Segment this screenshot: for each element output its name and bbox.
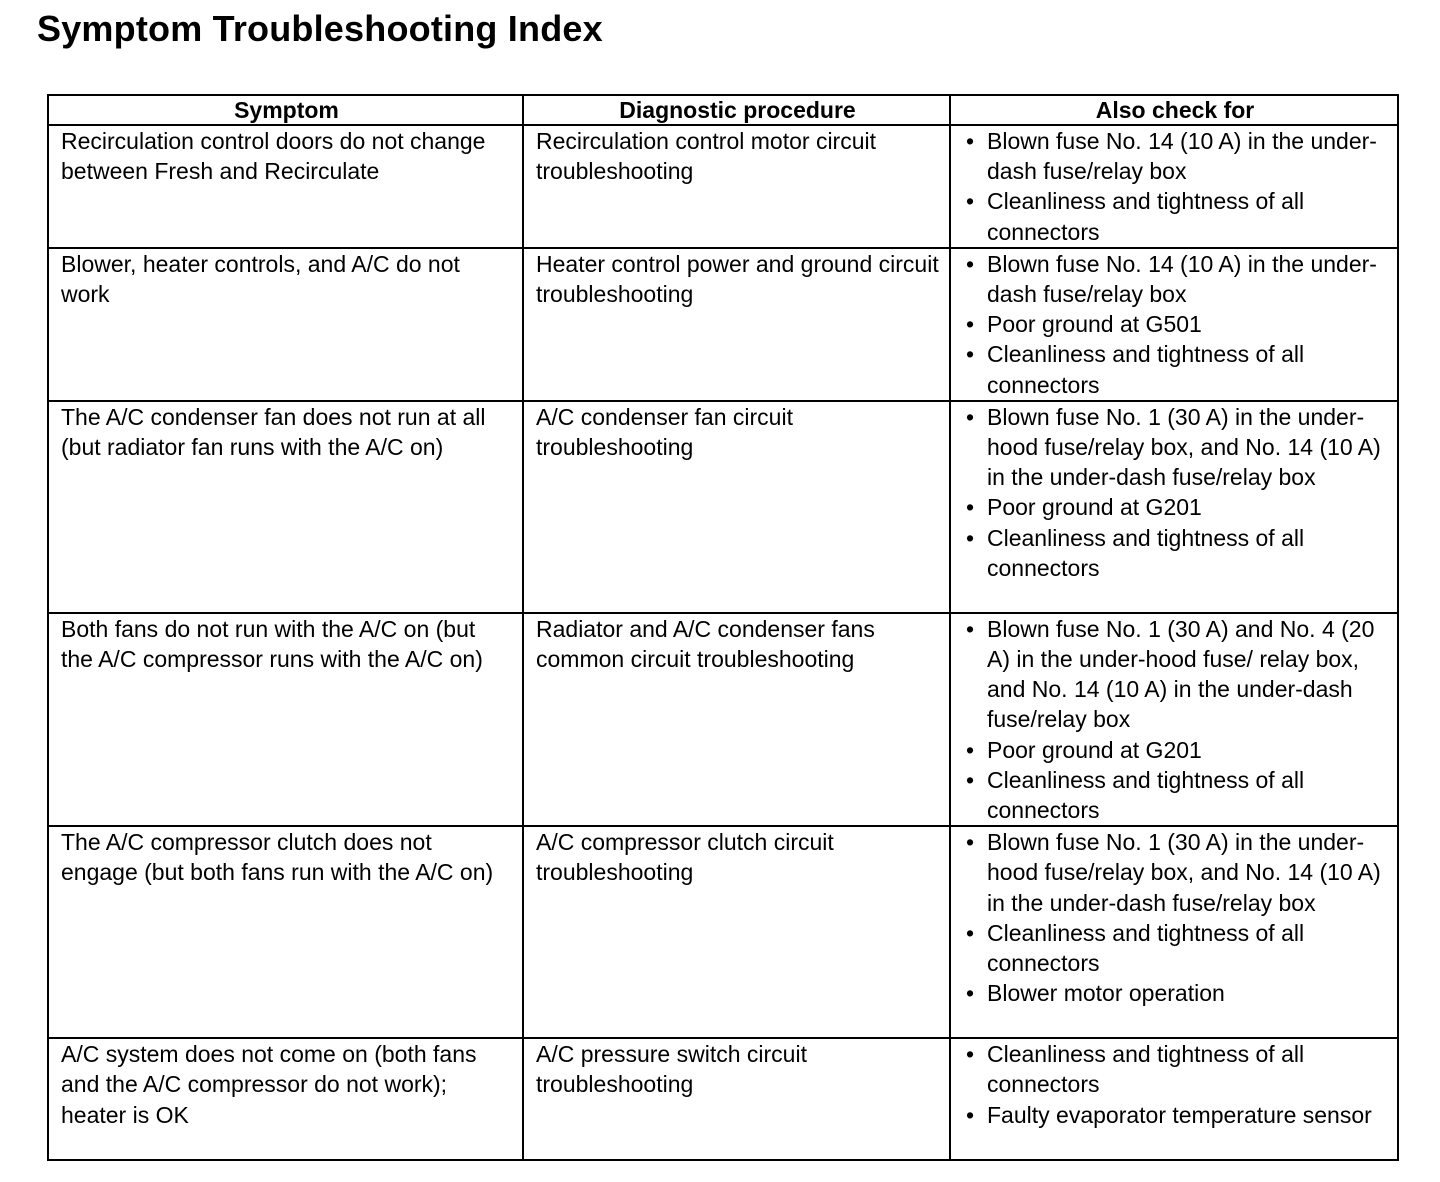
check-item: • Blower motor operation (963, 978, 1387, 1008)
checks-list (963, 1039, 1387, 1130)
column-header-checks: Also check for (950, 95, 1398, 125)
column-header-procedure: Diagnostic procedure (523, 95, 950, 125)
procedure-cell: Recirculation control motor circuit troubleshooting (523, 125, 950, 248)
checks-cell (950, 1038, 1398, 1160)
column-header-symptom: Symptom (48, 95, 523, 125)
check-item: • Blown fuse No. 1 (30 A) in the under-hood fuse/relay box, and No. 14 (10 A) in the under-dash fuse/relay box (963, 402, 1387, 493)
check-item: • Cleanliness and tightness of all connectors (963, 339, 1387, 399)
checks-cell (950, 125, 1398, 248)
check-item: • Blown fuse No. 1 (30 A) and No. 4 (20 A) in the under-hood fuse/ relay box, and No. 14 (10 A) in the under-dash fuse/relay box (963, 614, 1387, 735)
symptom-cell: The A/C condenser fan does not run at all (but radiator fan runs with the A/C on) (48, 401, 523, 613)
symptom-cell: The A/C compressor clutch does not engage (but both fans run with the A/C on) (48, 826, 523, 1038)
symptom-table (47, 94, 1399, 1161)
procedure-cell: A/C pressure switch circuit troubleshooting (523, 1038, 950, 1160)
table-row (48, 1038, 1398, 1160)
symptom-cell: A/C system does not come on (both fans and the A/C compressor do not work); heater is OK (48, 1038, 523, 1160)
symptom-cell: Blower, heater controls, and A/C do not work (48, 248, 523, 401)
checks-cell (950, 613, 1398, 826)
check-item: • Blown fuse No. 1 (30 A) in the under-hood fuse/relay box, and No. 14 (10 A) in the under-dash fuse/relay box (963, 827, 1387, 918)
page-title: Symptom Troubleshooting Index (37, 8, 603, 49)
table-row (48, 826, 1398, 1038)
check-item: • Cleanliness and tightness of all connectors (963, 186, 1387, 246)
checks-list (963, 402, 1387, 583)
table-row (48, 613, 1398, 826)
checks-list (963, 126, 1387, 247)
checks-cell (950, 401, 1398, 613)
symptom-cell: Both fans do not run with the A/C on (but the A/C compressor runs with the A/C on) (48, 613, 523, 826)
table-row (48, 125, 1398, 248)
checks-list (963, 249, 1387, 400)
check-item: • Poor ground at G201 (963, 492, 1387, 522)
table-header-row (48, 95, 1398, 125)
check-item: • Blown fuse No. 14 (10 A) in the under-dash fuse/relay box (963, 126, 1387, 186)
checks-list (963, 614, 1387, 825)
table-row (48, 401, 1398, 613)
checks-list (963, 827, 1387, 1008)
checks-cell (950, 248, 1398, 401)
check-item: • Cleanliness and tightness of all connectors (963, 1039, 1387, 1099)
check-item: • Faulty evaporator temperature sensor (963, 1100, 1387, 1130)
check-item: • Blown fuse No. 14 (10 A) in the under-dash fuse/relay box (963, 249, 1387, 309)
check-item: • Cleanliness and tightness of all connectors (963, 918, 1387, 978)
symptom-cell: Recirculation control doors do not change between Fresh and Recirculate (48, 125, 523, 248)
check-item: • Cleanliness and tightness of all connectors (963, 765, 1387, 825)
table-row (48, 248, 1398, 401)
check-item: • Cleanliness and tightness of all connectors (963, 523, 1387, 583)
check-item: • Poor ground at G201 (963, 735, 1387, 765)
procedure-cell: A/C condenser fan circuit troubleshooting (523, 401, 950, 613)
checks-cell (950, 826, 1398, 1038)
check-item: • Poor ground at G501 (963, 309, 1387, 339)
procedure-cell: A/C compressor clutch circuit troubleshooting (523, 826, 950, 1038)
procedure-cell: Radiator and A/C condenser fans common circuit troubleshooting (523, 613, 950, 826)
procedure-cell: Heater control power and ground circuit troubleshooting (523, 248, 950, 401)
